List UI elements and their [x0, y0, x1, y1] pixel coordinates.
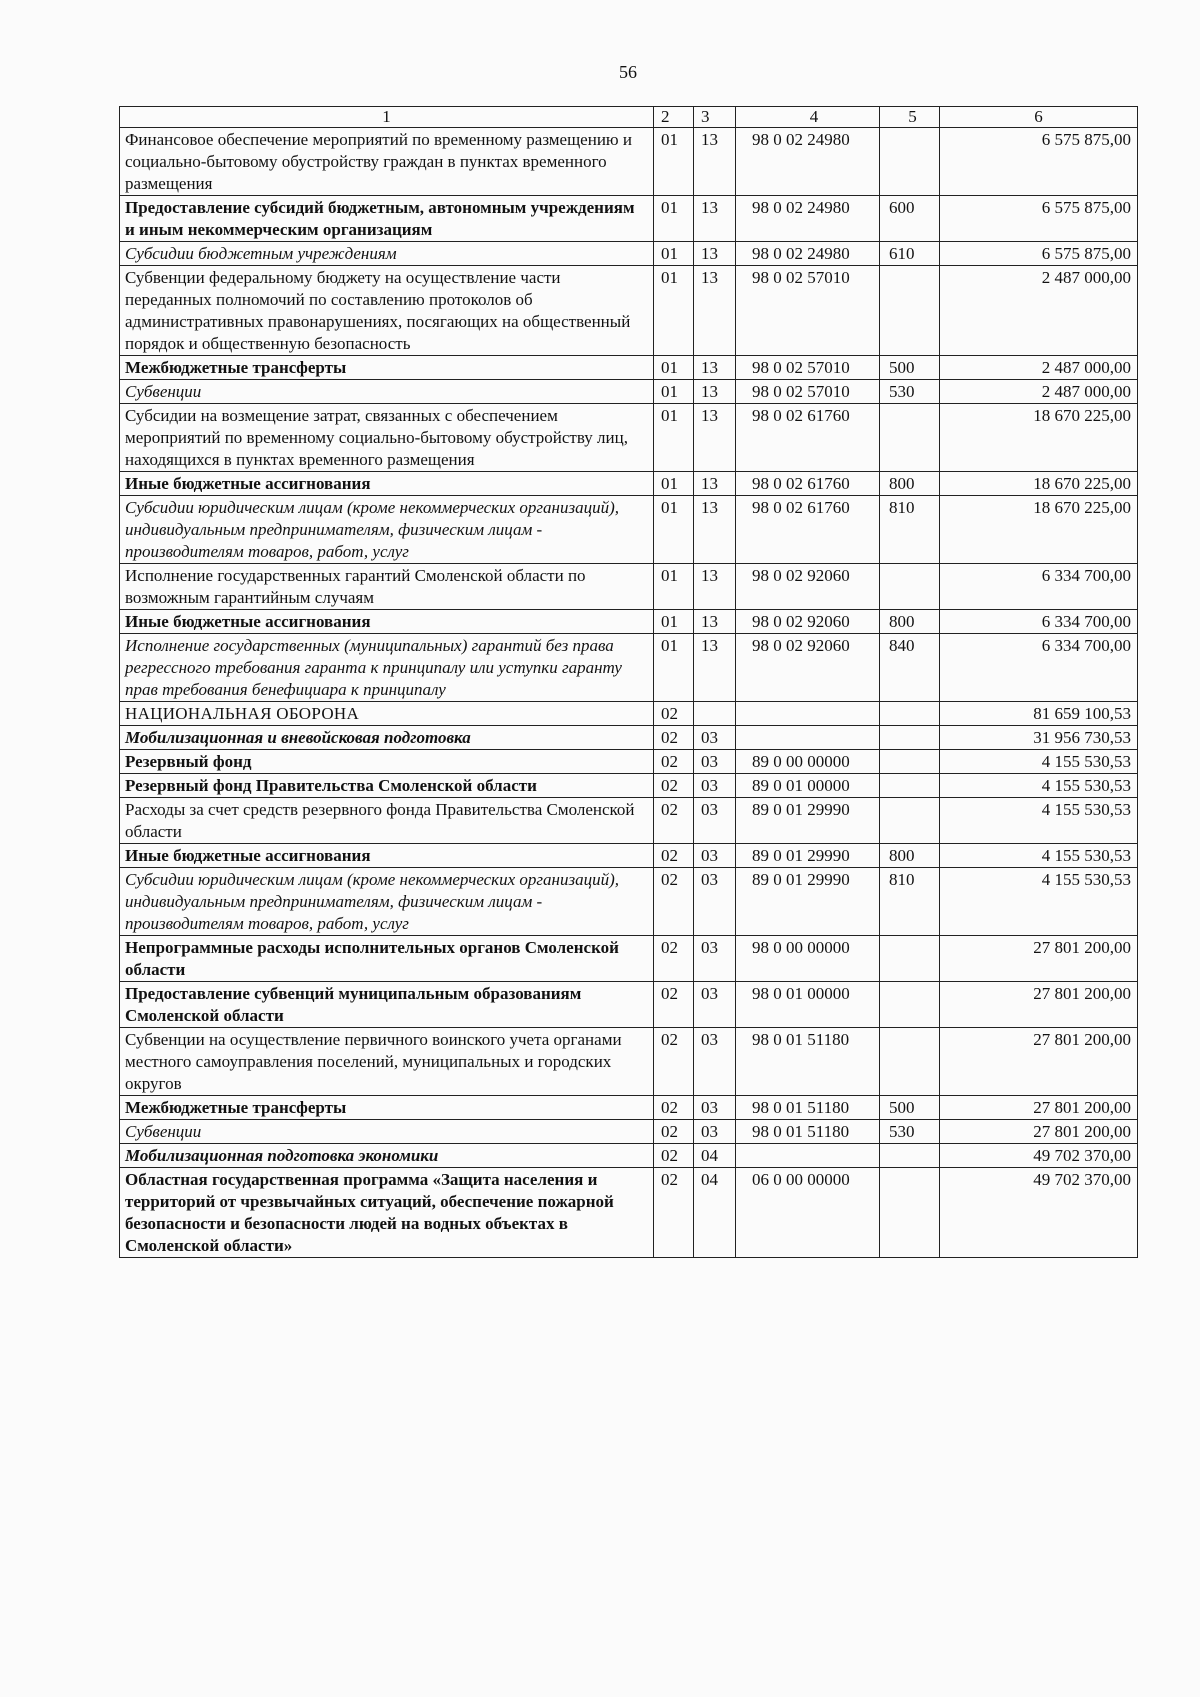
row-subsection-code: 13 [694, 564, 736, 610]
table-row [120, 798, 1138, 844]
table-row [120, 472, 1138, 496]
row-amount: 4 155 530,53 [940, 750, 1138, 774]
row-subsection-code: 13 [694, 356, 736, 380]
header-col-4: 4 [736, 107, 880, 128]
row-section-code: 02 [654, 1028, 694, 1096]
row-target-code: 98 0 02 57010 [736, 356, 880, 380]
row-subsection-code: 04 [694, 1168, 736, 1258]
row-amount: 6 334 700,00 [940, 634, 1138, 702]
row-name: Финансовое обеспечение мероприятий по временному размещению и социально-бытовому обустройству граждан в пунктах временного размещения [120, 128, 654, 196]
row-amount: 2 487 000,00 [940, 380, 1138, 404]
row-name: Субвенции федеральному бюджету на осуществление части переданных полномочий по составлению протоколов об административных правонарушениях, посягающих на общественный порядок и общественную безопасность [120, 266, 654, 356]
row-name: Иные бюджетные ассигнования [120, 472, 654, 496]
table-row [120, 1120, 1138, 1144]
row-name: Непрограммные расходы исполнительных органов Смоленской области [120, 936, 654, 982]
row-expense-type: 600 [880, 196, 940, 242]
row-section-code: 02 [654, 982, 694, 1028]
row-expense-type [880, 750, 940, 774]
row-subsection-code: 04 [694, 1144, 736, 1168]
header-col-5: 5 [880, 107, 940, 128]
header-col-6: 6 [940, 107, 1138, 128]
table-row [120, 634, 1138, 702]
row-target-code: 06 0 00 00000 [736, 1168, 880, 1258]
row-target-code: 98 0 01 51180 [736, 1096, 880, 1120]
row-target-code: 98 0 02 24980 [736, 128, 880, 196]
row-amount: 27 801 200,00 [940, 1028, 1138, 1096]
row-section-code: 01 [654, 242, 694, 266]
row-target-code: 98 0 02 24980 [736, 196, 880, 242]
row-name: Предоставление субсидий бюджетным, автономным учреждениям и иным некоммерческим организациям [120, 196, 654, 242]
row-expense-type [880, 702, 940, 726]
row-amount: 2 487 000,00 [940, 356, 1138, 380]
row-target-code [736, 726, 880, 750]
row-name: Расходы за счет средств резервного фонда Правительства Смоленской области [120, 798, 654, 844]
row-name: НАЦИОНАЛЬНАЯ ОБОРОНА [120, 702, 654, 726]
row-amount: 6 575 875,00 [940, 242, 1138, 266]
table-row [120, 496, 1138, 564]
table-row [120, 774, 1138, 798]
row-section-code: 01 [654, 564, 694, 610]
row-subsection-code: 13 [694, 128, 736, 196]
table-row [120, 1096, 1138, 1120]
row-expense-type: 840 [880, 634, 940, 702]
row-target-code: 98 0 02 92060 [736, 564, 880, 610]
row-name: Резервный фонд [120, 750, 654, 774]
row-subsection-code: 03 [694, 774, 736, 798]
table-row [120, 844, 1138, 868]
row-amount: 6 334 700,00 [940, 564, 1138, 610]
row-expense-type [880, 1144, 940, 1168]
row-name: Субсидии юридическим лицам (кроме некоммерческих организаций), индивидуальным предпринимателям, физическим лицам - производителям товаров, работ, услуг [120, 496, 654, 564]
row-amount: 6 334 700,00 [940, 610, 1138, 634]
row-amount: 6 575 875,00 [940, 128, 1138, 196]
table-header-row [120, 107, 1138, 128]
table-row [120, 726, 1138, 750]
row-section-code: 02 [654, 1168, 694, 1258]
row-target-code: 89 0 01 29990 [736, 844, 880, 868]
row-amount: 49 702 370,00 [940, 1144, 1138, 1168]
row-section-code: 02 [654, 774, 694, 798]
row-subsection-code: 13 [694, 242, 736, 266]
row-name: Субсидии бюджетным учреждениям [120, 242, 654, 266]
row-section-code: 01 [654, 128, 694, 196]
row-amount: 4 155 530,53 [940, 844, 1138, 868]
row-amount: 31 956 730,53 [940, 726, 1138, 750]
row-expense-type: 810 [880, 868, 940, 936]
row-amount: 4 155 530,53 [940, 868, 1138, 936]
row-expense-type [880, 128, 940, 196]
row-target-code: 89 0 01 29990 [736, 798, 880, 844]
row-subsection-code: 03 [694, 868, 736, 936]
row-name: Предоставление субвенций муниципальным образованиям Смоленской области [120, 982, 654, 1028]
row-section-code: 02 [654, 868, 694, 936]
row-name: Межбюджетные трансферты [120, 1096, 654, 1120]
row-expense-type [880, 726, 940, 750]
row-amount: 18 670 225,00 [940, 404, 1138, 472]
row-section-code: 01 [654, 496, 694, 564]
table-row [120, 702, 1138, 726]
row-expense-type: 500 [880, 1096, 940, 1120]
row-target-code: 98 0 02 61760 [736, 404, 880, 472]
row-expense-type: 500 [880, 356, 940, 380]
row-name: Межбюджетные трансферты [120, 356, 654, 380]
row-name: Мобилизационная и вневойсковая подготовка [120, 726, 654, 750]
row-expense-type: 800 [880, 844, 940, 868]
row-amount: 49 702 370,00 [940, 1168, 1138, 1258]
row-expense-type [880, 1168, 940, 1258]
row-amount: 27 801 200,00 [940, 982, 1138, 1028]
row-name: Субвенции [120, 380, 654, 404]
row-expense-type [880, 936, 940, 982]
row-name: Иные бюджетные ассигнования [120, 610, 654, 634]
row-name: Субвенции [120, 1120, 654, 1144]
row-amount: 4 155 530,53 [940, 774, 1138, 798]
row-amount: 2 487 000,00 [940, 266, 1138, 356]
row-expense-type: 610 [880, 242, 940, 266]
row-section-code: 01 [654, 266, 694, 356]
header-col-2: 2 [654, 107, 694, 128]
row-amount: 18 670 225,00 [940, 472, 1138, 496]
row-section-code: 01 [654, 404, 694, 472]
row-expense-type: 800 [880, 472, 940, 496]
row-name: Резервный фонд Правительства Смоленской области [120, 774, 654, 798]
row-target-code: 98 0 02 92060 [736, 610, 880, 634]
row-section-code: 02 [654, 1144, 694, 1168]
table-row [120, 1028, 1138, 1096]
header-col-1: 1 [120, 107, 654, 128]
row-subsection-code: 13 [694, 472, 736, 496]
row-section-code: 01 [654, 196, 694, 242]
table-row [120, 1168, 1138, 1258]
row-section-code: 02 [654, 936, 694, 982]
table-row [120, 242, 1138, 266]
row-expense-type: 800 [880, 610, 940, 634]
row-name: Исполнение государственных гарантий Смоленской области по возможным гарантийным случаям [120, 564, 654, 610]
row-section-code: 02 [654, 726, 694, 750]
page-number: 56 [619, 62, 637, 82]
row-target-code: 89 0 01 00000 [736, 774, 880, 798]
row-target-code: 98 0 01 51180 [736, 1028, 880, 1096]
row-subsection-code: 03 [694, 798, 736, 844]
row-subsection-code: 03 [694, 1120, 736, 1144]
row-amount: 27 801 200,00 [940, 936, 1138, 982]
budget-table-body [120, 107, 1138, 1258]
row-target-code: 98 0 02 57010 [736, 266, 880, 356]
row-target-code: 98 0 01 51180 [736, 1120, 880, 1144]
row-name: Субвенции на осуществление первичного воинского учета органами местного самоуправления поселений, муниципальных и городских округов [120, 1028, 654, 1096]
table-row [120, 610, 1138, 634]
row-subsection-code: 13 [694, 380, 736, 404]
row-name: Мобилизационная подготовка экономики [120, 1144, 654, 1168]
row-subsection-code: 03 [694, 726, 736, 750]
row-subsection-code: 03 [694, 982, 736, 1028]
row-expense-type [880, 1028, 940, 1096]
row-subsection-code: 03 [694, 1028, 736, 1096]
table-row [120, 128, 1138, 196]
row-section-code: 02 [654, 844, 694, 868]
row-subsection-code: 13 [694, 496, 736, 564]
table-row [120, 750, 1138, 774]
row-section-code: 01 [654, 610, 694, 634]
row-target-code: 98 0 00 00000 [736, 936, 880, 982]
row-section-code: 02 [654, 702, 694, 726]
table-row [120, 936, 1138, 982]
row-target-code [736, 702, 880, 726]
row-section-code: 01 [654, 472, 694, 496]
table-row [120, 868, 1138, 936]
row-target-code [736, 1144, 880, 1168]
row-section-code: 01 [654, 356, 694, 380]
row-subsection-code: 03 [694, 844, 736, 868]
row-subsection-code: 03 [694, 936, 736, 982]
table-row [120, 196, 1138, 242]
row-target-code: 98 0 02 57010 [736, 380, 880, 404]
row-amount: 18 670 225,00 [940, 496, 1138, 564]
row-target-code: 98 0 01 00000 [736, 982, 880, 1028]
row-subsection-code: 13 [694, 634, 736, 702]
row-expense-type: 530 [880, 380, 940, 404]
row-subsection-code: 13 [694, 610, 736, 634]
row-section-code: 02 [654, 750, 694, 774]
row-expense-type: 530 [880, 1120, 940, 1144]
row-expense-type [880, 404, 940, 472]
row-target-code: 98 0 02 24980 [736, 242, 880, 266]
row-amount: 6 575 875,00 [940, 196, 1138, 242]
row-subsection-code: 03 [694, 750, 736, 774]
row-expense-type [880, 982, 940, 1028]
row-target-code: 98 0 02 61760 [736, 472, 880, 496]
row-name: Иные бюджетные ассигнования [120, 844, 654, 868]
row-target-code: 98 0 02 61760 [736, 496, 880, 564]
row-expense-type [880, 564, 940, 610]
row-section-code: 02 [654, 798, 694, 844]
row-expense-type: 810 [880, 496, 940, 564]
row-amount: 27 801 200,00 [940, 1096, 1138, 1120]
table-row [120, 564, 1138, 610]
row-subsection-code: 13 [694, 196, 736, 242]
row-expense-type [880, 774, 940, 798]
table-row [120, 380, 1138, 404]
table-row [120, 266, 1138, 356]
row-amount: 4 155 530,53 [940, 798, 1138, 844]
header-col-3: 3 [694, 107, 736, 128]
row-expense-type [880, 266, 940, 356]
row-name: Областная государственная программа «Защита населения и территорий от чрезвычайных ситуаций, обеспечение пожарной безопасности и безопасности людей на водных объектах в Смоленской области» [120, 1168, 654, 1258]
row-name: Субсидии юридическим лицам (кроме некоммерческих организаций), индивидуальным предпринимателям, физическим лицам - производителям товаров, работ, услуг [120, 868, 654, 936]
row-section-code: 02 [654, 1120, 694, 1144]
row-subsection-code: 13 [694, 404, 736, 472]
row-amount: 81 659 100,53 [940, 702, 1138, 726]
table-row [120, 404, 1138, 472]
budget-table [119, 106, 1138, 1258]
row-subsection-code: 03 [694, 1096, 736, 1120]
row-subsection-code [694, 702, 736, 726]
table-row [120, 1144, 1138, 1168]
table-row [120, 356, 1138, 380]
row-name: Исполнение государственных (муниципальных) гарантий без права регрессного требования гаранта к принципалу или уступки гаранту прав требования бенефициара к принципалу [120, 634, 654, 702]
row-target-code: 98 0 02 92060 [736, 634, 880, 702]
row-target-code: 89 0 01 29990 [736, 868, 880, 936]
row-name: Субсидии на возмещение затрат, связанных с обеспечением мероприятий по временному социально-бытовому обустройству лиц, находящихся в пунктах временного размещения [120, 404, 654, 472]
row-section-code: 02 [654, 1096, 694, 1120]
row-target-code: 89 0 00 00000 [736, 750, 880, 774]
row-section-code: 01 [654, 380, 694, 404]
row-section-code: 01 [654, 634, 694, 702]
row-subsection-code: 13 [694, 266, 736, 356]
row-amount: 27 801 200,00 [940, 1120, 1138, 1144]
row-expense-type [880, 798, 940, 844]
table-row [120, 982, 1138, 1028]
